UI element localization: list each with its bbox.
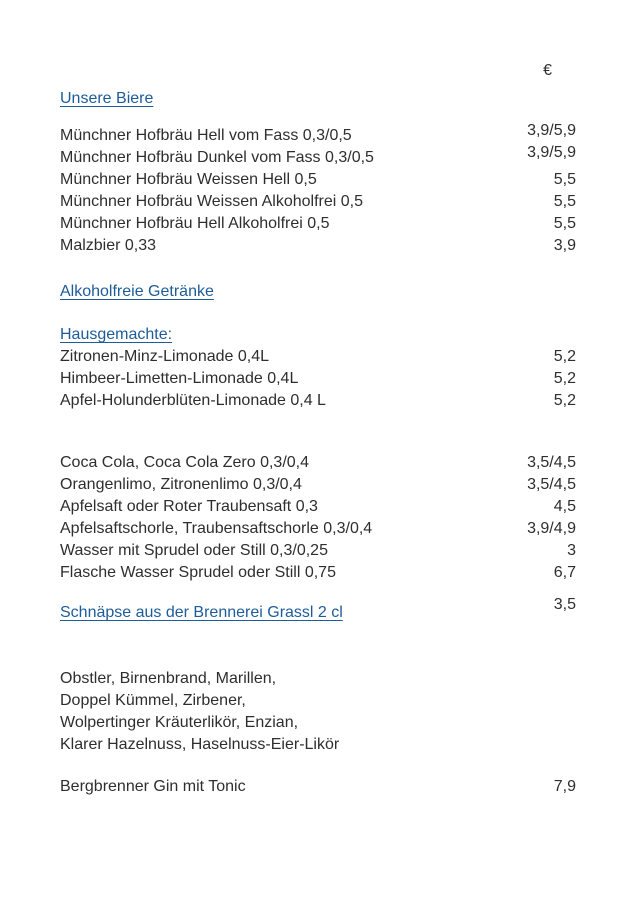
menu-item-row	[60, 562, 576, 584]
hausgemachte-list	[60, 346, 576, 412]
item-price: 6,7	[553, 564, 576, 581]
item-price: 5,2	[553, 370, 576, 387]
menu-item-row	[60, 191, 576, 213]
subsection-heading-hausgemachte: Hausgemachte:	[60, 326, 173, 343]
variety-text: Doppel Kümmel, Zirbener,	[60, 692, 246, 709]
item-price: 3,9	[553, 237, 576, 254]
item-name: Coca Cola, Coca Cola Zero 0,3/0,4	[60, 454, 310, 471]
section-alkoholfrei	[60, 281, 576, 303]
item-name: Bergbrenner Gin mit Tonic	[60, 778, 246, 795]
item-price: 5,5	[553, 193, 576, 210]
menu-item-row	[60, 518, 576, 540]
item-price: 3,5	[553, 596, 576, 613]
section-biere	[60, 88, 576, 110]
section-schnaepse	[60, 596, 576, 624]
item-name: Apfelsaftschorle, Traubensaftschorle 0,3/0,4	[60, 520, 373, 537]
menu-item-row	[60, 390, 576, 412]
menu-item-row	[60, 346, 576, 368]
variety-text: Wolpertinger Kräuterlikör, Enzian,	[60, 714, 299, 731]
variety-text: Obstler, Birnenbrand, Marillen,	[60, 670, 277, 687]
menu-item-row	[60, 776, 576, 798]
item-name: Zitronen-Minz-Limonade 0,4L	[60, 348, 269, 365]
item-name: Himbeer-Limetten-Limonade 0,4L	[60, 370, 299, 387]
item-price: 5,2	[553, 392, 576, 409]
item-price: 3	[567, 542, 576, 559]
menu-item-row	[60, 368, 576, 390]
item-price: 3,9/5,9	[527, 144, 576, 161]
menu-item-row	[60, 540, 576, 562]
item-name: Münchner Hofbräu Hell Alkoholfrei 0,5	[60, 215, 330, 232]
variety-text: Klarer Hazelnuss, Haselnuss-Eier-Likör	[60, 736, 340, 753]
menu-item-row	[60, 452, 576, 474]
item-price: 3,5/4,5	[527, 454, 576, 471]
menu-item-row	[60, 474, 576, 496]
item-price: 5,2	[553, 348, 576, 365]
item-price: 7,9	[553, 778, 576, 795]
schnapps-variety-line	[60, 712, 576, 734]
item-name: Wasser mit Sprudel oder Still 0,3/0,25	[60, 542, 328, 559]
item-price: 3,9/4,9	[527, 520, 576, 537]
schnapps-variety-line	[60, 734, 576, 756]
menu-item-row	[60, 213, 576, 235]
menu-item-row	[60, 235, 576, 257]
section-heading-schnaepse: Schnäpse aus der Brennerei Grassl 2 cl	[60, 604, 343, 621]
item-name: Orangenlimo, Zitronenlimo 0,3/0,4	[60, 476, 302, 493]
item-price: 3,5/4,5	[527, 476, 576, 493]
menu-item-row	[60, 122, 576, 147]
menu-item-row	[60, 144, 576, 169]
beer-list	[60, 122, 576, 257]
schnapps-varieties	[60, 668, 576, 756]
menu-item-row	[60, 169, 576, 191]
softdrink-list	[60, 452, 576, 584]
item-price: 4,5	[553, 498, 576, 515]
item-name: Münchner Hofbräu Weissen Alkoholfrei 0,5	[60, 193, 363, 210]
item-name: Münchner Hofbräu Dunkel vom Fass 0,3/0,5	[60, 149, 374, 166]
schnapps-variety-line	[60, 668, 576, 690]
schnapps-variety-line	[60, 690, 576, 712]
menu-item-row	[60, 496, 576, 518]
section-heading-alkoholfrei: Alkoholfreie Getränke	[60, 283, 214, 300]
item-name: Münchner Hofbräu Weissen Hell 0,5	[60, 171, 317, 188]
item-name: Malzbier 0,33	[60, 237, 157, 254]
item-name: Münchner Hofbräu Hell vom Fass 0,3/0,5	[60, 127, 352, 144]
item-name: Apfelsaft oder Roter Traubensaft 0,3	[60, 498, 318, 515]
section-heading-biere: Unsere Biere	[60, 90, 154, 107]
currency-header-row	[60, 60, 576, 82]
item-price: 3,9/5,9	[527, 122, 576, 139]
item-price: 5,5	[553, 215, 576, 232]
item-price: 5,5	[553, 171, 576, 188]
item-name: Apfel-Holunderblüten-Limonade 0,4 L	[60, 392, 326, 409]
item-name: Flasche Wasser Sprudel oder Still 0,75	[60, 564, 336, 581]
subsection-hausgemachte	[60, 324, 576, 346]
currency-symbol: €	[543, 62, 552, 79]
